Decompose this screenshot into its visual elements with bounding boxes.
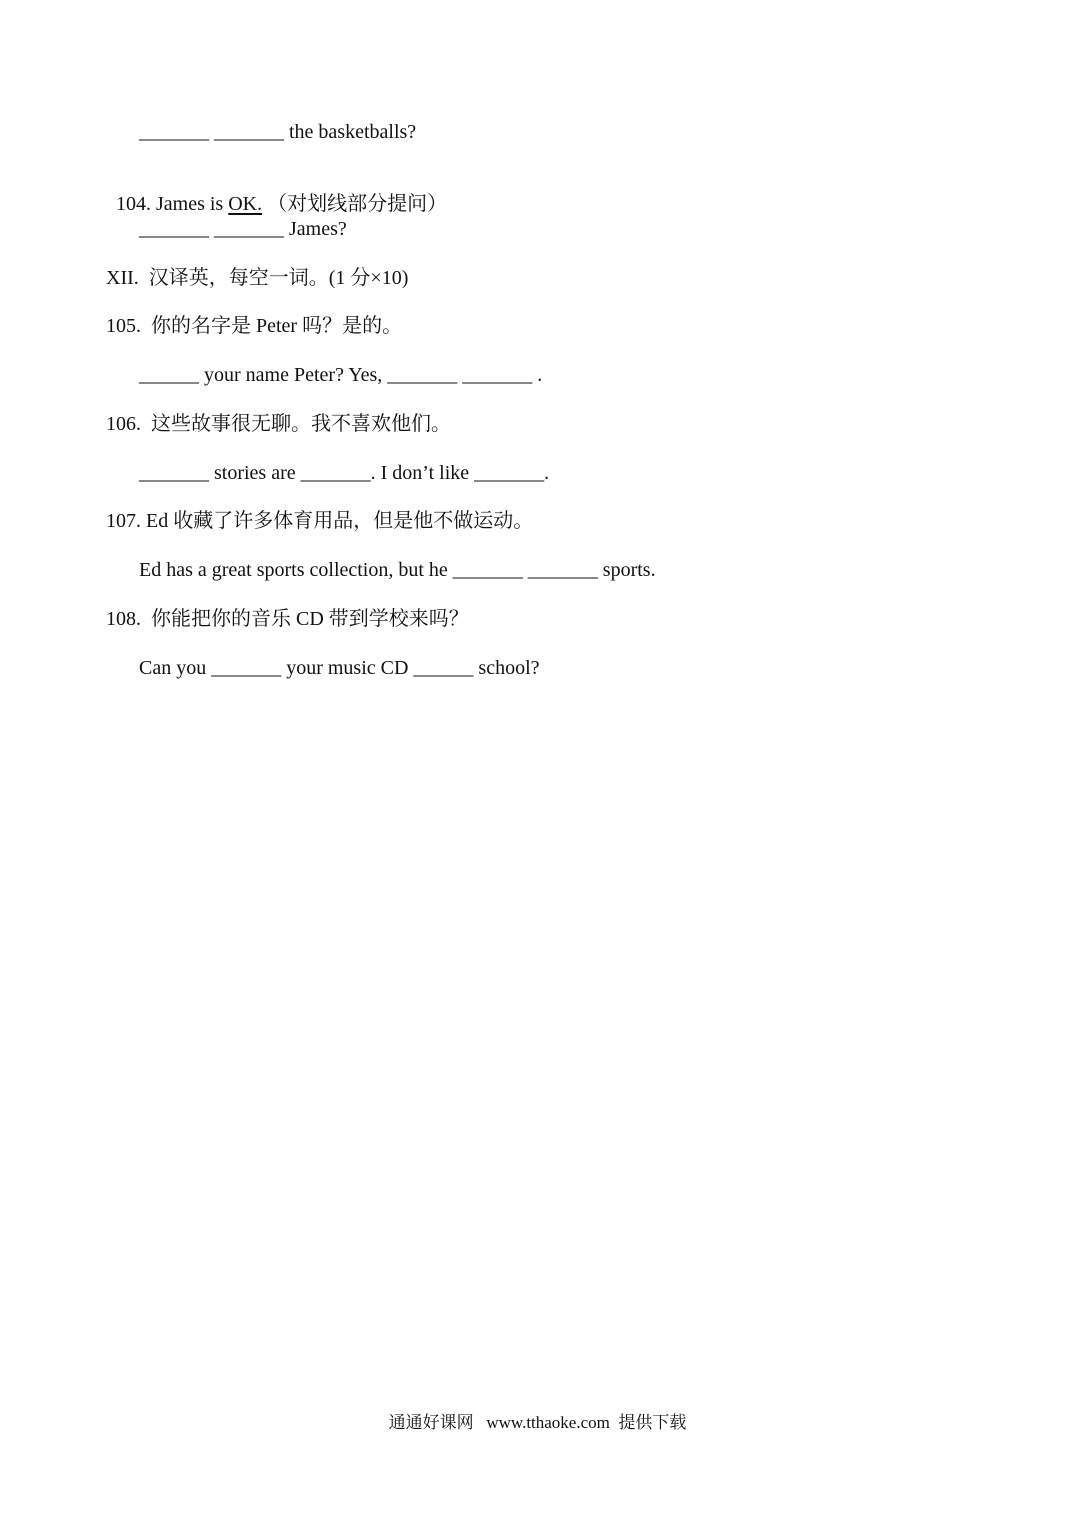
section-xii-heading: XII. 汉译英，每空一词。(1 分×10) [106, 267, 409, 289]
line-basketballs: _______ _______ the basketballs? [139, 121, 417, 143]
answer-108: Can you _______ your music CD ______ school? [139, 657, 540, 679]
question-108: 108. 你能把你的音乐 CD 带到学校来吗？ [106, 608, 469, 630]
question-105: 105. 你的名字是 Peter 吗？是的。 [106, 315, 403, 337]
answer-106: _______ stories are _______. I don’t like _______. [139, 462, 550, 484]
page-footer: 通通好课网 www.tthaoke.com 提供下载 [388, 1413, 687, 1432]
answer-107: Ed has a great sports collection, but he _______ _______ sports. [139, 559, 656, 581]
question-106: 106. 这些故事很无聊。我不喜欢他们。 [106, 413, 451, 435]
question-107: 107. Ed 收藏了许多体育用品，但是他不做运动。 [106, 510, 534, 532]
answer-104: _______ _______ James? [139, 218, 347, 240]
answer-105: ______ your name Peter? Yes, _______ _______ . [139, 364, 543, 386]
question-104-underlined-word: OK. [228, 193, 263, 215]
question-104 [106, 168, 447, 216]
question-104-prefix: 104. James is [116, 193, 229, 215]
question-104-instruction: （对划线部分提问） [262, 193, 448, 215]
